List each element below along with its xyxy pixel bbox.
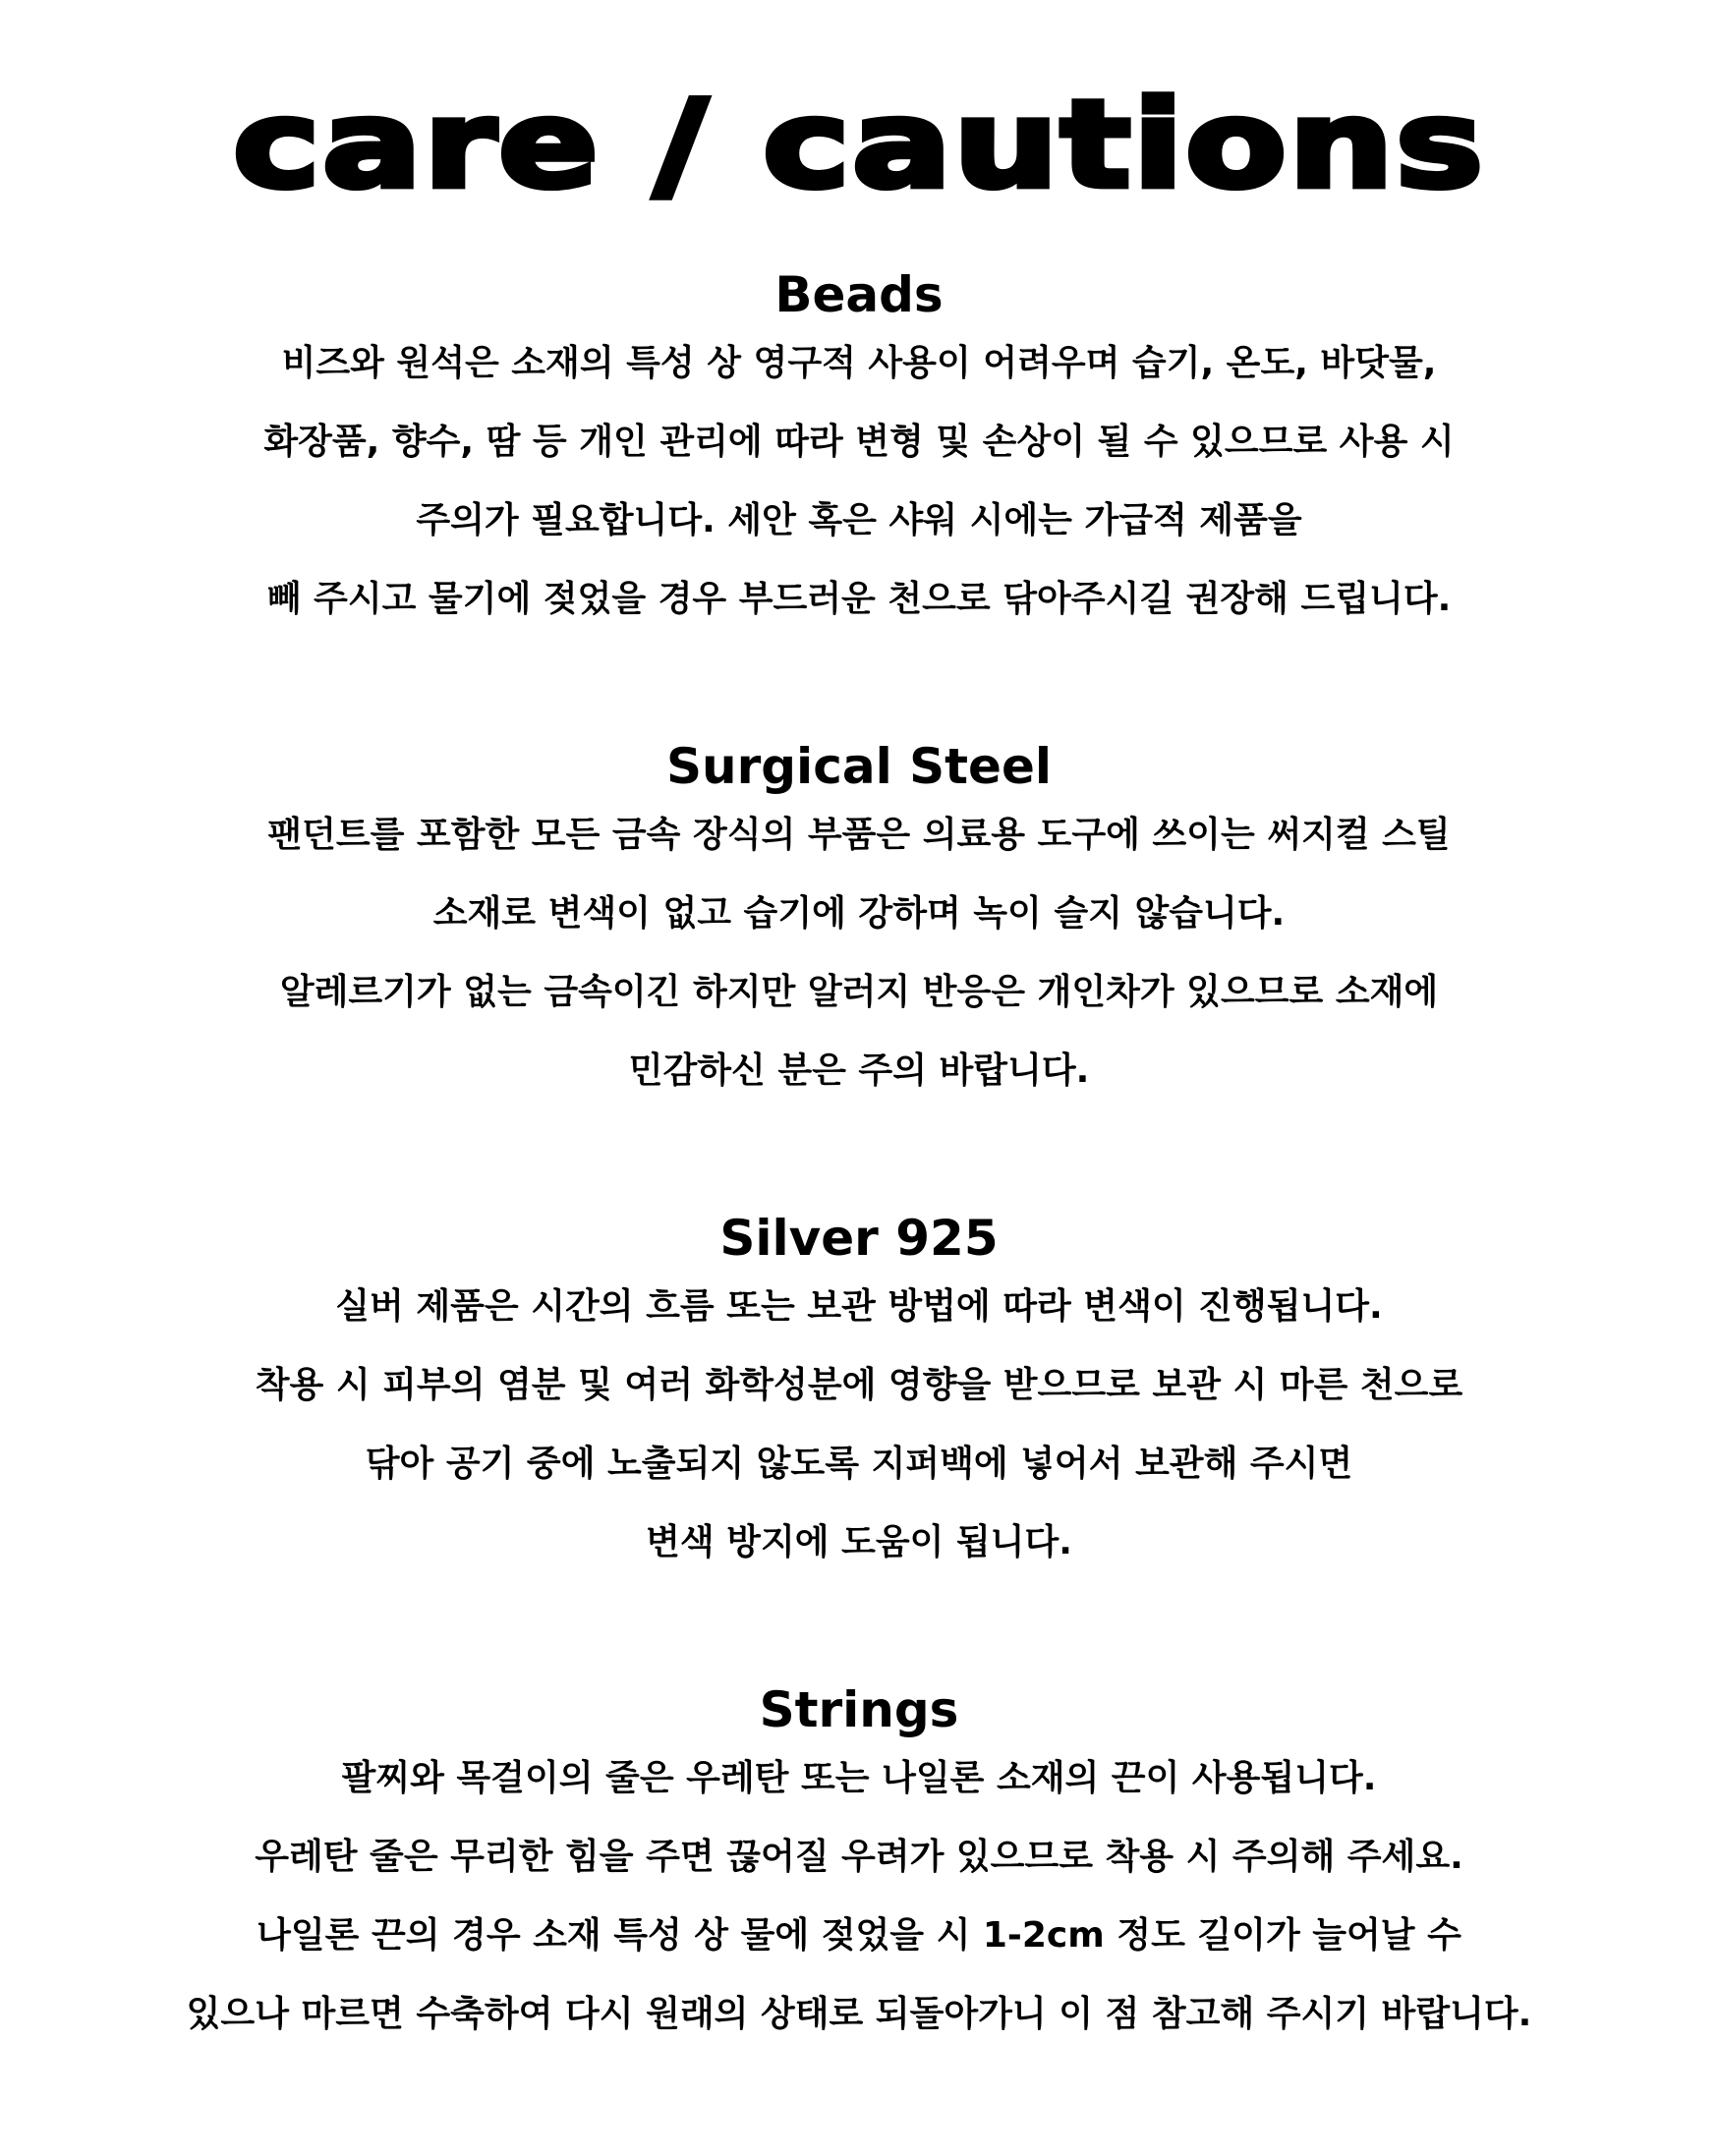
section-text-line: 실버 제품은 시간의 흐름 또는 보관 방법에 따라 변색이 진행됩니다. xyxy=(335,1286,1383,1327)
section-heading: Beads xyxy=(774,266,944,323)
section-text-line: 팔찌와 목걸이의 줄은 우레탄 또는 나일론 소재의 끈이 사용됩니다. xyxy=(341,1758,1377,1798)
section-heading: Surgical Steel xyxy=(666,738,1052,795)
section-text-line: 소재로 변색이 없고 습기에 강하며 녹이 슬지 않습니다. xyxy=(432,893,1286,934)
section-text-line: 나일론 끈의 경우 소재 특성 상 물에 젖었을 시 1-2cm 정도 길이가 늘어날 수 xyxy=(257,1915,1461,1956)
section-text-line: 비즈와 원석은 소재의 특성 상 영구적 사용이 어려우며 습기, 온도, 바닷물, xyxy=(281,343,1437,383)
section-text-line: 닦아 공기 중에 노출되지 않도록 지퍼백에 넣어서 보관해 주시면 xyxy=(365,1444,1353,1484)
section-text-line: 변색 방지에 도움이 됩니다. xyxy=(646,1522,1072,1562)
section-strings xyxy=(0,1680,1718,2054)
section-heading: Strings xyxy=(759,1681,959,1738)
section-text-line: 주의가 필요합니다. 세안 혹은 샤워 시에는 가급적 제품을 xyxy=(416,500,1302,540)
page-title: care / cautions xyxy=(232,75,1486,216)
section-text-line: 민감하신 분은 주의 바랍니다. xyxy=(628,1050,1090,1091)
section-beads xyxy=(0,265,1718,639)
section-text-line: 착용 시 피부의 염분 및 여러 화학성분에 영향을 받으므로 보관 시 마른 천으로 xyxy=(255,1365,1463,1405)
section-text-line: 화장품, 향수, 땀 등 개인 관리에 따라 변형 및 손상이 될 수 있으므로 사용 시 xyxy=(263,422,1455,462)
section-text-line: 알레르기가 없는 금속이긴 하지만 알러지 반응은 개인차가 있으므로 소재에 xyxy=(279,972,1439,1012)
section-text-line: 빼 주시고 물기에 젖었을 경우 부드러운 천으로 닦아주시길 권장해 드립니다. xyxy=(266,579,1452,619)
section-text-line: 팬던트를 포함한 모든 금속 장식의 부품은 의료용 도구에 쓰이는 써지컬 스틸 xyxy=(267,815,1451,855)
section-text-line: 있으나 마르면 수축하여 다시 원래의 상태로 되돌아가니 이 점 참고해 주시기 바랍니다. xyxy=(186,1994,1532,2034)
section-text-line: 우레탄 줄은 무리한 힘을 주면 끊어질 우려가 있으므로 착용 시 주의해 주세요. xyxy=(255,1837,1463,1877)
section-silver-925 xyxy=(0,1209,1718,1582)
section-heading: Silver 925 xyxy=(719,1210,999,1267)
section-surgical-steel xyxy=(0,737,1718,1110)
